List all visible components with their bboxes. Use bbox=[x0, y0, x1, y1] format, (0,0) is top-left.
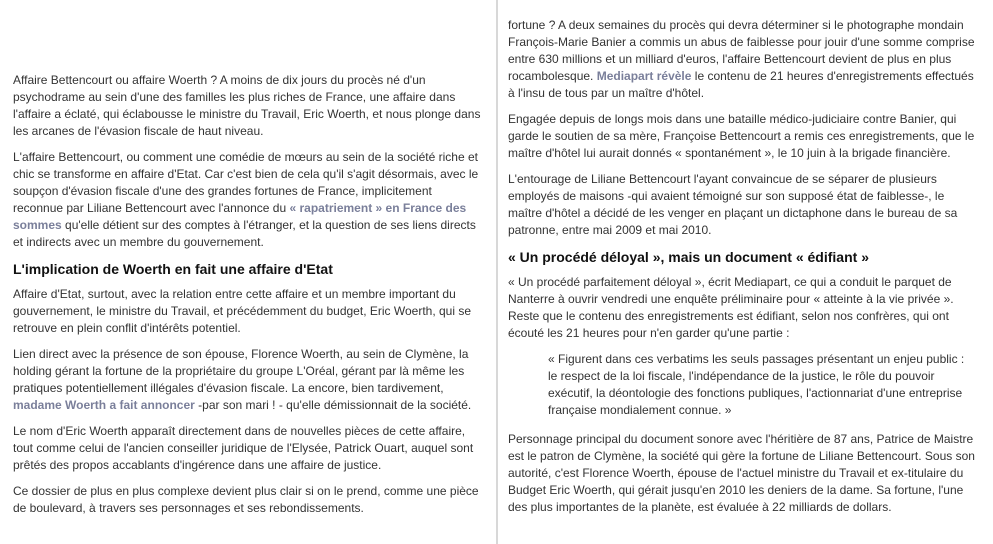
paragraph-text: « Un procédé parfaitement déloyal », écrit Mediapart, ce qui a conduit le parquet de Nanterre à ouvrir vendredi une enquête préliminaire pour « atteinte à la vie privée ». Reste que le contenu des enregistrements est édifiant, selon nos confrères, qui ont écouté les 21 heures pour n'en garder qu'une partie : bbox=[508, 275, 954, 340]
rapatriement-link[interactable]: « rapatriement » en France des sommes bbox=[13, 201, 467, 232]
paragraph bbox=[508, 17, 976, 102]
paragraph-text: L'affaire Bettencourt, ou comment une comédie de mœurs au sein de la société riche et chic se transforme en affaire d'Etat. Car c'est bien de cela qu'il s'agit désormais, avec le soupçon d'évasion fiscale d'une des grandes fortunes de France, implicitement reconnue par Liliane Bettencourt avec l'annonce du bbox=[13, 150, 479, 215]
section-heading: « Un procédé déloyal », mais un document « édifiant » bbox=[508, 249, 869, 265]
paragraph bbox=[508, 171, 976, 239]
paragraph-text: Affaire Bettencourt ou affaire Woerth ? A moins de dix jours du procès né d'un psychodrame au sein d'une des familles les plus riches de France, une affaire dans l'affaire a éclaté, qui éclabousse le ministre du Travail, Eric Woerth, et nous plonge dans les arcanes de l'évasion fiscale de haut niveau. bbox=[13, 73, 481, 138]
mediapart-link[interactable]: Mediapart révèle bbox=[596, 69, 692, 83]
paragraph-text: qu'elle détient sur des comptes à l'étranger, et la question de ses liens directs et indirects avec un membre du gouvernement. bbox=[13, 218, 476, 249]
paragraph-text: Personnage principal du document sonore avec l'héritière de 87 ans, Patrice de Maistre est le patron de Clymène, la société qui gère la fortune de Liliane Bettencourt. Sous son autorité, c'est Florence Woerth, épouse de l'actuel ministre du Travail et ex-titulaire du Budget Eric Woerth, qui gérait jusqu'en 2010 les deniers de la dame. Sa fortune, l'une des plus importantes de la planète, est évaluée à 22 milliards de dollars. bbox=[508, 432, 975, 514]
paragraph-text: Le nom d'Eric Woerth apparaît directement dans de nouvelles pièces de cette affaire, tout comme celui de l'ancien conseiller juridique de l'Elysée, Patrick Ouart, auquel sont prêtés des propos accablants d'ingérence dans une affaire de justice. bbox=[13, 424, 474, 472]
right-column bbox=[508, 17, 976, 525]
section-heading: L'implication de Woerth en fait une affaire d'Etat bbox=[13, 261, 333, 277]
paragraph bbox=[13, 286, 485, 337]
paragraph bbox=[508, 431, 976, 516]
paragraph-text: Ce dossier de plus en plus complexe devient plus clair si on le prend, comme une pièce de boulevard, à travers ses personnages et ses rebondissements. bbox=[13, 484, 479, 515]
madame-woerth-link[interactable]: madame Woerth a fait annoncer bbox=[13, 398, 195, 412]
paragraph-text: fortune ? A deux semaines du procès qui devra déterminer si le photographe mondain François-Marie Banier a commis un abus de faiblesse pour jouir d'une somme comprise entre 630 millions et un milliard d'euros, l'affaire Bettencourt devient de plus en plus rocambolesque. bbox=[508, 18, 975, 83]
column-divider bbox=[496, 0, 498, 544]
paragraph-text: Engagée depuis de longs mois dans une bataille médico-judiciaire contre Banier, qui garde le soutien de sa mère, Françoise Bettencourt a remis ces enregistrements, que le maître d'hôtel lui aurait donnés « spontanément », le 10 juin à la brigade financière. bbox=[508, 112, 975, 160]
paragraph bbox=[508, 111, 976, 162]
paragraph bbox=[508, 274, 976, 342]
left-column bbox=[13, 72, 485, 526]
paragraph-text: -par son mari ! - qu'elle démissionnait de la société. bbox=[194, 398, 472, 412]
paragraph-text: Lien direct avec la présence de son épouse, Florence Woerth, au sein de Clymène, la holding gérant la fortune de la propriétaire du groupe L'Oréal, gérant par là même les pratiques potentiellement illégales d'évasion fiscale. La encore, bien tardivement, bbox=[13, 347, 469, 395]
paragraph bbox=[13, 346, 485, 414]
quote-block bbox=[548, 351, 976, 419]
paragraph bbox=[13, 149, 485, 251]
paragraph-text: Affaire d'Etat, surtout, avec la relation entre cette affaire et un membre important du gouvernement, le ministre du Travail, et précédemment du budget, Eric Woerth, qui se retrouve en plein conflit d'intérêts potentiel. bbox=[13, 287, 472, 335]
intro-paragraph bbox=[13, 72, 485, 140]
quote-text: « Figurent dans ces verbatims les seuls passages présentant un enjeu public : le respect de la loi fiscale, l'indépendance de la justice, le rôle du pouvoir exécutif, la déontologie des fonctions publiques, l'actionnariat d'une entreprise française mondialement connue. » bbox=[548, 352, 965, 417]
paragraph bbox=[13, 423, 485, 474]
paragraph-text: le contenu de 21 heures d'enregistrements effectués à l'insu de tous par un maître d'hôtel. bbox=[508, 69, 974, 100]
paragraph-text: L'entourage de Liliane Bettencourt l'ayant convaincue de se séparer de plusieurs employés de maisons -qui avaient témoigné sur son supposé état de faiblesse-, le maître d'hôtel a décidé de les venger en plaçant un dictaphone dans le bureau de sa patronne, entre mai 2009 et mai 2010. bbox=[508, 172, 958, 237]
paragraph bbox=[13, 483, 485, 517]
